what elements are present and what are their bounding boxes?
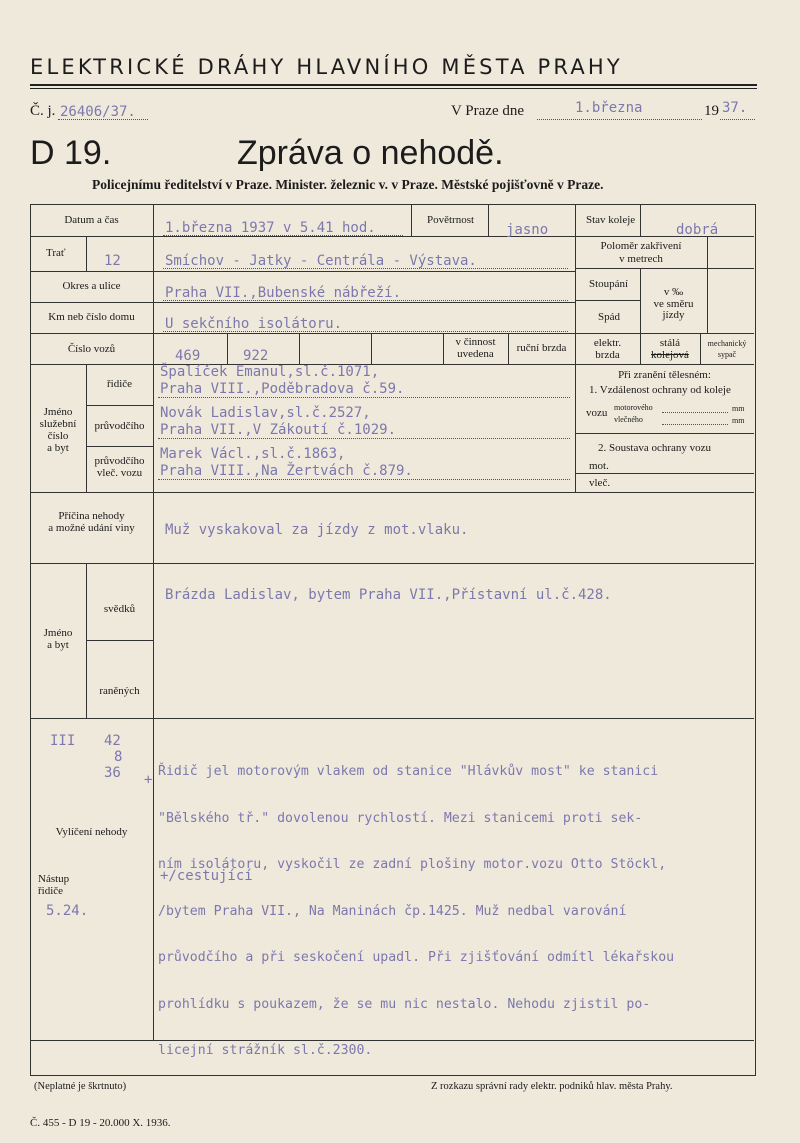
- dotline-datum: [163, 235, 403, 236]
- label-v-metrech: v metrech: [619, 253, 663, 265]
- label-brzda: brzda: [595, 349, 620, 361]
- vrule-pov-1: [411, 204, 412, 236]
- label-mechanicky: mechanický: [707, 339, 747, 348]
- label-vyliceni: Vylíčení nehody: [55, 826, 128, 838]
- label-jizdy: jízdy: [662, 309, 685, 321]
- narrative-line-3: ním isolátoru, vyskočil ze zadní plošiny motor.vozu Otto Stöckl,: [158, 857, 667, 872]
- value-vlec-jmeno: Marek Václ.,sl.č.1863,: [160, 446, 346, 462]
- label-pricina-line1: Příčina nehody: [58, 510, 125, 522]
- ref-value: 26406/37.: [60, 104, 136, 120]
- label-vozu: vozu: [586, 407, 608, 419]
- vlec-dotline: [662, 424, 728, 425]
- value-vuz-1: 469: [175, 348, 201, 364]
- rule-6: [30, 492, 754, 493]
- label-pruv-vlec-line1: průvodčího: [94, 455, 145, 467]
- date-value: 1.března: [575, 100, 643, 116]
- label-elektr: elektr.: [593, 337, 622, 349]
- label-pri-zraneni: Při zranění tělesném:: [618, 369, 711, 381]
- footer-neplatne: (Neplatné je škrtnuto): [34, 1081, 127, 1092]
- label-km: Km neb číslo domu: [48, 311, 135, 323]
- rule-1: [30, 236, 754, 237]
- vrule-labels: [153, 204, 154, 1040]
- label-vlecneho: vlečného: [614, 415, 643, 424]
- date-dotline: [537, 119, 702, 120]
- value-stav-koleje: dobrá: [676, 222, 719, 238]
- dotline-vlec: [158, 479, 570, 480]
- label-motoroveho: motorového: [614, 403, 653, 412]
- value-code-4: 36: [104, 765, 121, 781]
- place-label: V Praze dne: [451, 103, 525, 119]
- value-code-1: III: [50, 733, 76, 749]
- label-jmeno-byt-line2: a byt: [47, 639, 69, 651]
- label-kolejova: kolejová: [651, 349, 689, 361]
- rule-4: [30, 333, 754, 334]
- label-svedku: svědků: [103, 603, 136, 615]
- label-pricina-line2: a možné udání viny: [48, 522, 135, 534]
- label-jmeno-line3: číslo: [47, 430, 69, 442]
- label-cislo-vozu: Číslo vozů: [67, 343, 116, 355]
- rule-stoupani: [575, 300, 640, 301]
- vrule-stav: [640, 204, 641, 236]
- label-vzdalenost: 1. Vzdálenost ochrany od koleje: [589, 384, 731, 396]
- value-vuz-2: 922: [243, 348, 269, 364]
- rule-7: [30, 563, 754, 564]
- label-jmeno-sluzebni: [30, 406, 86, 454]
- value-nastup-time: 5.24.: [46, 903, 89, 919]
- header-rule: [30, 84, 757, 86]
- label-ve-smeru: ve směru: [653, 298, 694, 310]
- label-pruvodciho-vlec: [86, 455, 153, 479]
- year-dotline: [720, 119, 755, 120]
- label-jmeno-line1: Jméno: [43, 406, 73, 418]
- label-rucni-brzda: ruční brzda: [516, 342, 567, 354]
- value-km-dum: U sekčního isolátoru.: [165, 316, 343, 332]
- vrule-voz-1: [227, 333, 228, 364]
- ref-dotline: [58, 119, 148, 120]
- value-pruvodci-byt: Praha VII.,V Zákoutí č.1029.: [160, 422, 397, 438]
- label-ridice: řidiče: [106, 378, 133, 390]
- label-uvedena: uvedena: [457, 348, 494, 360]
- narrative-line-6: prohlídku s poukazem, že se mu nic nestalo. Nehodu zjistil po-: [158, 996, 651, 1012]
- dotline-okres: [163, 300, 568, 301]
- label-nastup-line2: řidiče: [38, 885, 64, 897]
- narrative-line-7: licejní strážník sl.č.2300.: [158, 1043, 373, 1058]
- value-vlec-byt: Praha VIII.,Na Žertvách č.879.: [160, 463, 413, 479]
- value-pruvodci-jmeno: Novák Ladislav,sl.č.2527,: [160, 405, 371, 421]
- value-code-2: 42: [104, 733, 121, 749]
- rule-svedku-split: [86, 640, 153, 641]
- value-ridic-jmeno: Špalíček Emanul,sl.č.1071,: [160, 364, 380, 380]
- value-povetrnost: jasno: [506, 222, 549, 238]
- value-trasa: Smíchov - Jatky - Centrála - Výstava.: [165, 253, 477, 269]
- value-trat: 12: [104, 253, 121, 269]
- document-title: Zpráva o nehodě.: [237, 134, 504, 172]
- footer-print-code: Č. 455 - D 19 - 20.000 X. 1936.: [30, 1117, 171, 1129]
- value-pricina: Muž vyskakoval za jízdy z mot.vlaku.: [165, 522, 469, 538]
- narrative: [158, 733, 674, 1074]
- footer-rozkaz: Z rozkazu správní rady elektr. podniků hlav. města Prahy.: [431, 1081, 673, 1092]
- motor-dotline: [662, 412, 728, 413]
- form-code: D 19.: [30, 134, 112, 172]
- label-pruvodciho: průvodčího: [94, 420, 145, 432]
- label-pricina: [30, 510, 153, 534]
- label-polomer: Poloměr zakřivení: [600, 240, 682, 252]
- narrative-line-4: /bytem Praha VII., Na Maninách čp.1425. Muž nedbal varování: [158, 903, 627, 919]
- vrule-brzda-2: [700, 333, 701, 364]
- label-nastup-line1: Nástup: [38, 873, 70, 885]
- rule-8: [30, 718, 754, 719]
- label-jmeno-byt-line1: Jméno: [43, 627, 73, 639]
- label-mm-1: mm: [732, 404, 745, 413]
- ref-label: Č. j.: [30, 103, 56, 119]
- year-prefix: 19: [704, 103, 719, 119]
- label-soustava: 2. Soustava ochrany vozu: [598, 442, 712, 454]
- value-ridic-byt: Praha VIII.,Poděbradova č.59.: [160, 381, 405, 397]
- label-stala: stálá: [659, 337, 681, 349]
- label-spad: Spád: [598, 311, 620, 323]
- label-okres: Okres a ulice: [62, 280, 121, 292]
- label-vlec: vleč.: [589, 477, 611, 489]
- label-v-cinnost: v činnost: [455, 336, 496, 348]
- label-v-promile: v ‰: [663, 286, 684, 298]
- label-datum: Datum a čas: [64, 214, 119, 226]
- dotline-km: [163, 331, 568, 332]
- label-sypac: sypač: [717, 350, 737, 359]
- rule-2b: [575, 268, 754, 269]
- vrule-pov-2: [488, 204, 489, 236]
- value-okres-ulice: Praha VII.,Bubenské nábřeží.: [165, 285, 402, 301]
- rule-5: [30, 364, 754, 365]
- label-ranenych: raněných: [99, 685, 140, 697]
- year-value: 37.: [722, 100, 748, 116]
- label-pruv-vlec-line2: vleč. vozu: [96, 467, 143, 479]
- recipients: Policejnímu ředitelství v Praze. Minister. železnic v. v Praze. Městské pojišťovně v Praze.: [92, 177, 604, 192]
- label-mot: mot.: [589, 460, 609, 472]
- value-datum-cas: 1.března 1937 v 5.41 hod.: [165, 220, 376, 236]
- narrative-line-5: průvodčího a při seskočení upadl. Při zjišťování odmítl lékařskou: [158, 950, 675, 965]
- label-stav-koleje: Stav koleje: [586, 214, 636, 226]
- header-rule-thin: [30, 88, 757, 89]
- dotline-trasa: [163, 268, 568, 269]
- rule-pruvodciho: [86, 446, 153, 447]
- rule-ridice: [86, 405, 153, 406]
- label-jmeno-line4: a byt: [47, 442, 69, 454]
- value-footnote: +/cestující: [160, 868, 253, 884]
- vrule-voz-2: [299, 333, 300, 364]
- vrule-stoupani-2: [707, 268, 708, 333]
- vrule-voz-3: [371, 333, 372, 364]
- rule-zraneni-2: [575, 473, 754, 474]
- dotline-pruvodci: [158, 438, 570, 439]
- value-plus-mark: +: [144, 772, 153, 788]
- value-svedek: Brázda Ladislav, bytem Praha VII.,Přístavní ul.č.428.: [165, 587, 612, 603]
- label-mm-2: mm: [732, 416, 745, 425]
- value-code-3: 8: [114, 749, 123, 765]
- narrative-line-1: Řidič jel motorovým vlakem od stanice "Hlávkův most" ke stanici: [158, 764, 659, 779]
- vrule-trat: [86, 236, 87, 271]
- label-povetrnost: Povětrnost: [427, 214, 475, 226]
- narrative-line-2: "Bělského tř." dovolenou rychlostí. Mezi stanicemi proti sek-: [158, 810, 643, 826]
- label-stoupani: Stoupání: [589, 278, 629, 290]
- vrule-polomer: [707, 236, 708, 268]
- organization-title: ELEKTRICKÉ DRÁHY HLAVNÍHO MĚSTA PRAHY: [30, 55, 623, 79]
- label-jmeno-line2: služební: [39, 418, 77, 430]
- rule-2: [30, 271, 575, 272]
- dotline-ridic: [158, 397, 570, 398]
- label-jmeno-byt: [30, 627, 86, 651]
- rule-3: [30, 302, 575, 303]
- rule-zraneni: [575, 433, 754, 434]
- label-nastup: [38, 873, 69, 897]
- label-trat: Trať: [46, 247, 66, 259]
